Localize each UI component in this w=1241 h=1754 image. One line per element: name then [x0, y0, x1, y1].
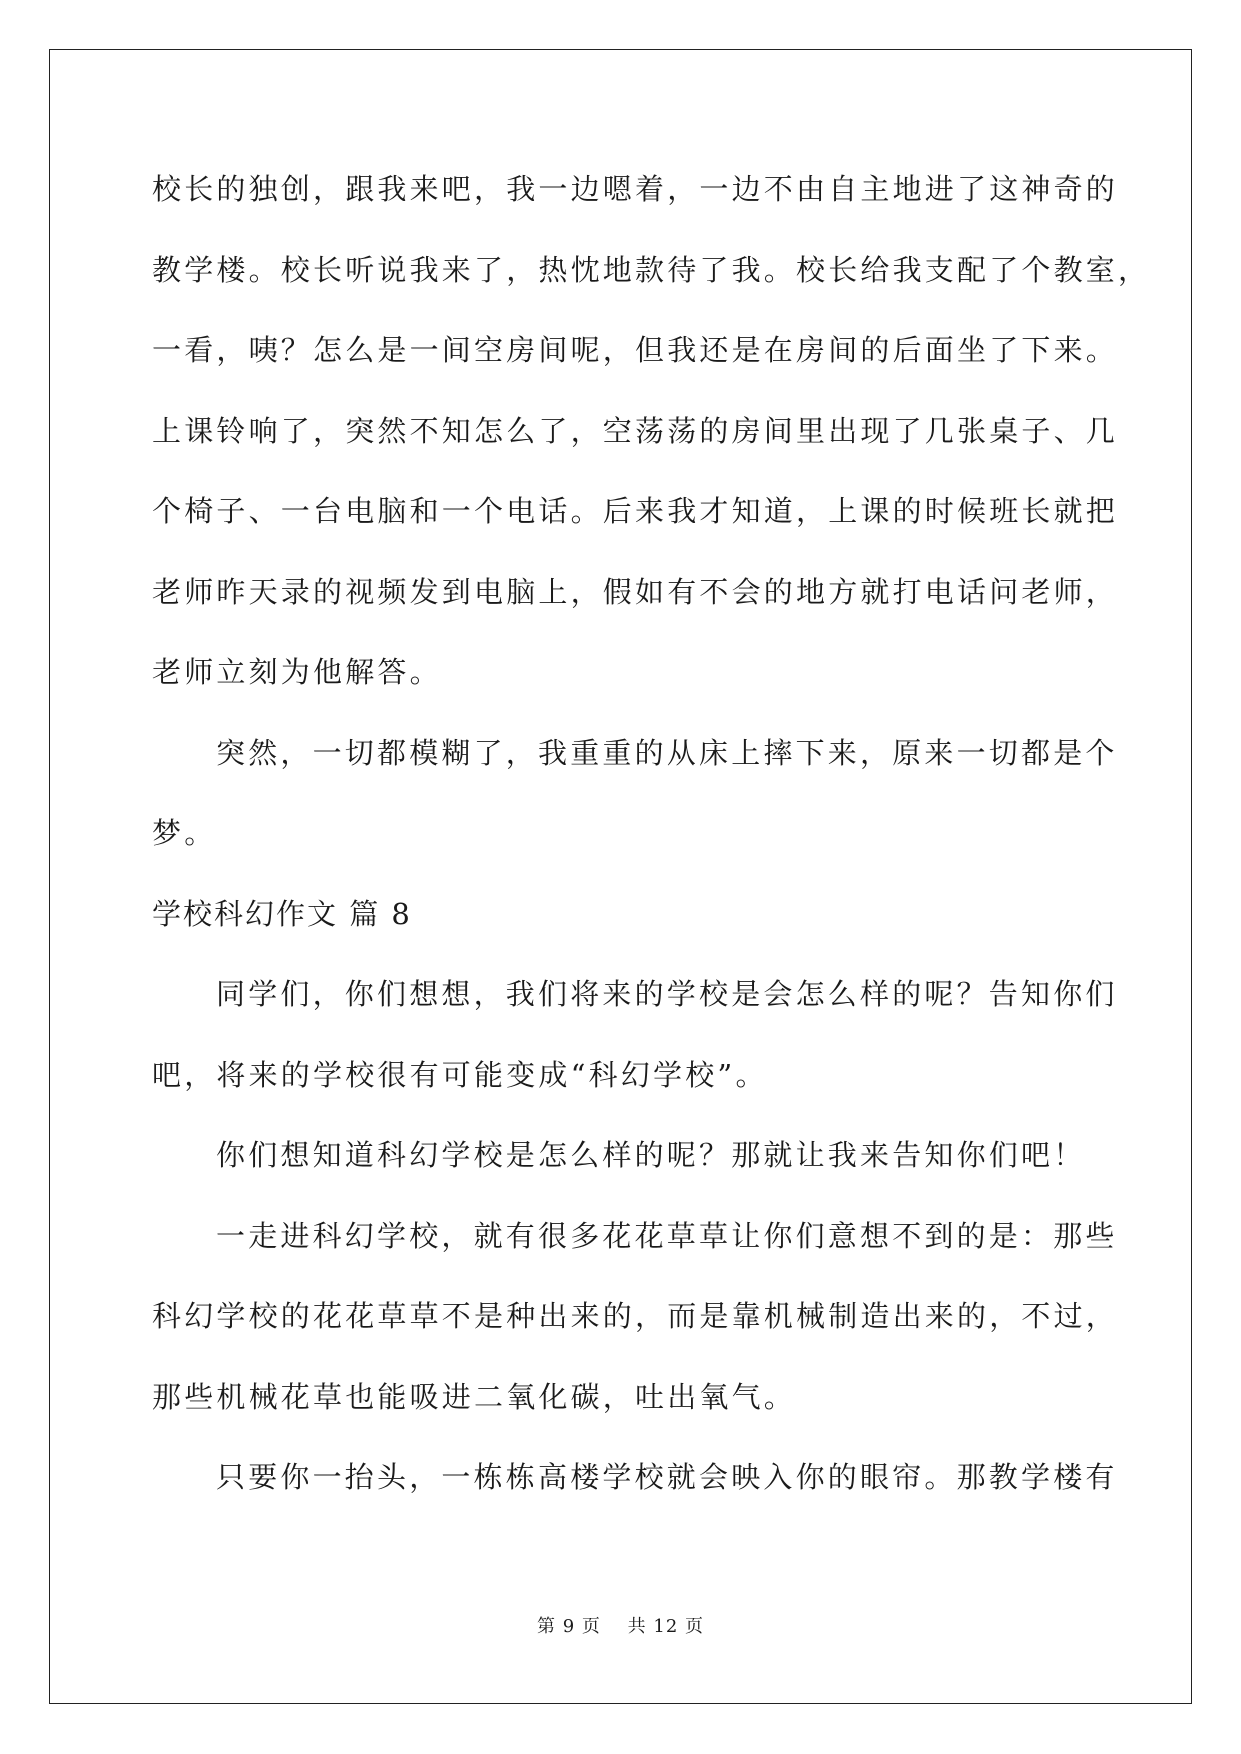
text-line: 吧，将来的学校很有可能变成“科幻学校”。 — [152, 1057, 768, 1092]
paragraph-first-line: 一走进科幻学校，就有很多花花草草让你们意想不到的是：那些 — [216, 1218, 1118, 1253]
paragraph-first-line: 只要你一抬头，一栋栋高楼学校就会映入你的眼帘。那教学楼有 — [216, 1460, 1118, 1494]
section-heading: 学校科幻作文 篇 8 — [152, 896, 412, 931]
page-footer — [0, 1612, 1241, 1638]
text-line: 校长的独创，跟我来吧，我一边嗯着，一边不由自主地进了这神奇的 — [152, 172, 1119, 206]
text-line: 上课铃响了，突然不知怎么了，空荡荡的房间里出现了几张桌子、几 — [152, 413, 1119, 448]
document-body — [152, 162, 1151, 1531]
paragraph-first-line: 同学们，你们想想，我们将来的学校是会怎么样的呢？告知你们 — [216, 977, 1118, 1011]
page-number: 第 9 页 — [537, 1616, 601, 1637]
page-total: 共 12 页 — [627, 1616, 704, 1637]
text-line: 教学楼。校长听说我来了，热忱地款待了我。校长给我支配了个教室， — [152, 252, 1151, 287]
paragraph-first-line: 突然，一切都模糊了，我重重的从床上摔下来，原来一切都是个 — [216, 735, 1118, 770]
text-line: 那些机械花草也能吸进二氧化碳，吐出氧气。 — [152, 1379, 797, 1414]
text-line: 科幻学校的花花草草不是种出来的，而是靠机械制造出来的，不过， — [152, 1299, 1119, 1333]
paragraph-first-line: 你们想知道科幻学校是怎么样的呢？那就让我来告知你们吧！ — [216, 1138, 1086, 1172]
text-line: 一看，咦？怎么是一间空房间呢，但我还是在房间的后面坐了下来。 — [152, 333, 1119, 367]
text-line: 老师昨天录的视频发到电脑上，假如有不会的地方就打电话问老师， — [152, 574, 1119, 609]
text-line: 老师立刻为他解答。 — [152, 655, 442, 689]
text-line: 梦。 — [152, 816, 217, 850]
text-line: 个椅子、一台电脑和一个电话。后来我才知道，上课的时候班长就把 — [152, 494, 1119, 528]
